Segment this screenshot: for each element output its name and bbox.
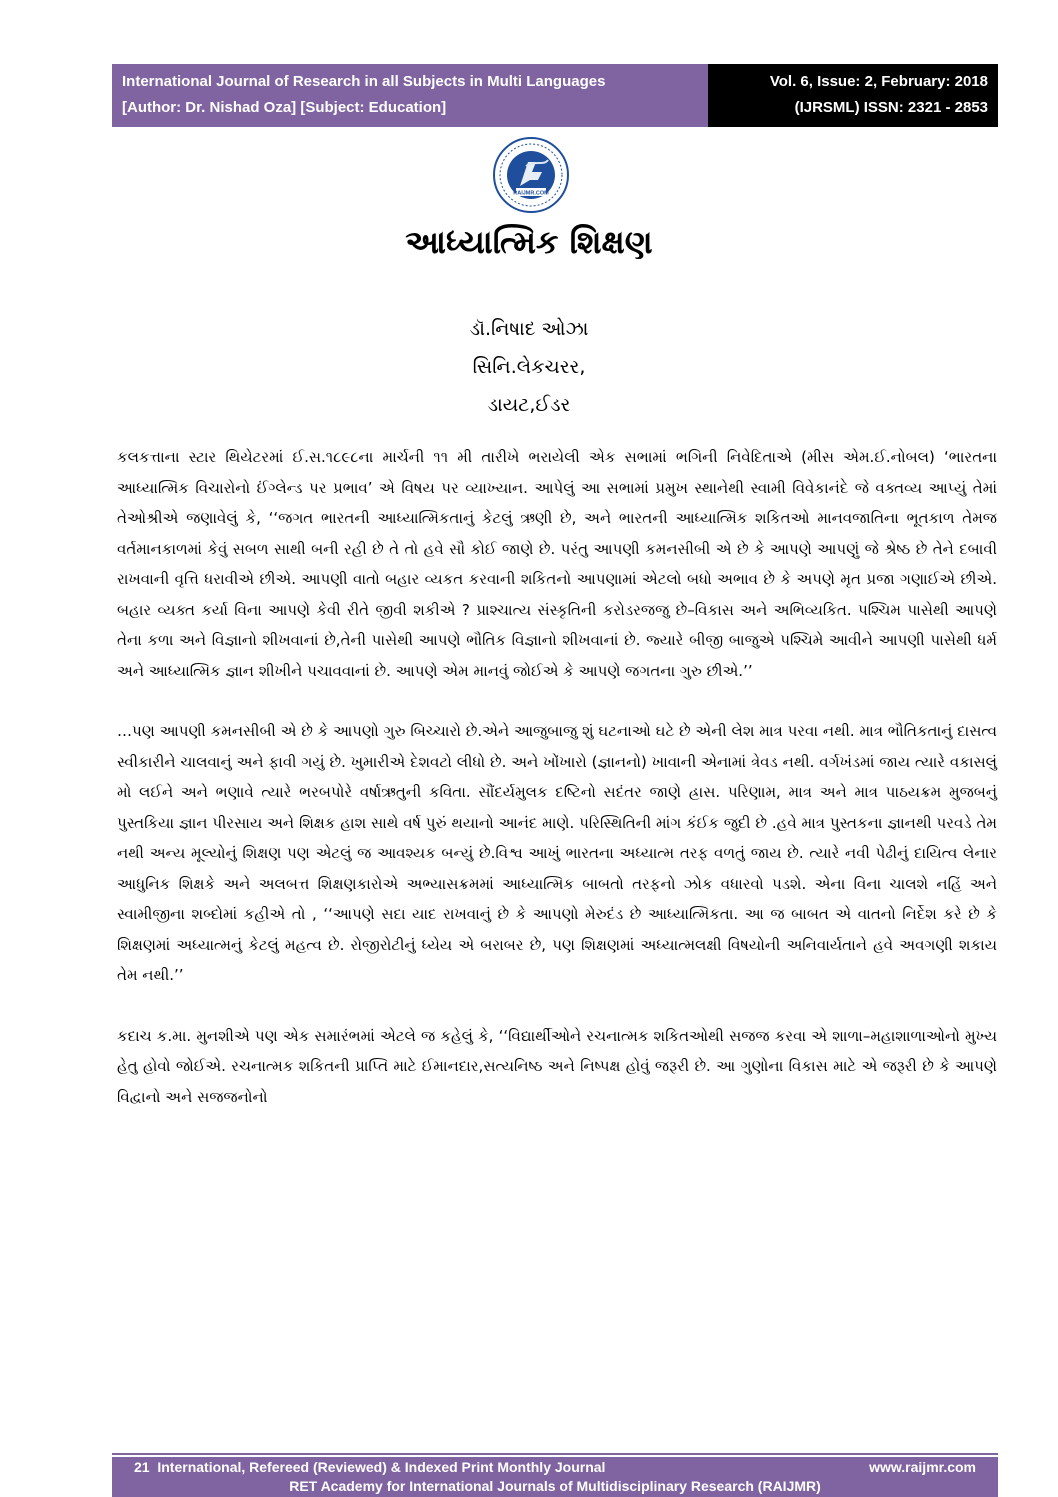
journal-header-left [112, 64, 708, 127]
paragraph-1: કલકત્તાના સ્ટાર થિયેટરમાં ઈ.સ.૧૮૯૮ના માર્ચની ૧૧ મી તારીખે ભરાયેલી એક સભામાં ભગિની નિવેદિતાએ (મીસ એમ.ઈ.નોબલ) ‘ભારતના આધ્યાત્મિક વિચારોનો ઈંગ્લેન્ડ પર પ્રભાવ’ એ વિષય પર વ્યાખ્યાન. આપેલું આ સભામાં પ્રમુખ સ્થાનેથી સ્વામી વિવેકાનંદે જે વક્તવ્ય આપ્યું તેમાં તેઓશ્રીએ જણાવેલું કે, ‘‘જગત ભારતની આધ્યાત્મિકતાનું કેટલું ઋણી છે, અને ભારતની આધ્યાત્મિક શકિતઓ માનવજાતિના ભૂતકાળ તેમજ વર્તમાનકાળમાં કેવું સબળ સાથી બની રહી છે તે તો હવે સૌ કોઈ જાણે છે. પરંતુ આપણી કમનસીબી એ છે કે આપણે આપણું જે શ્રેષ્ઠ છે તેને દબાવી રાખવાની વૃત્તિ ધરાવીએ છીએ. આપણી વાતો બહાર વ્યકત કરવાની શકિતનો આપણામાં એટલો બધો અભાવ છે કે અપણે મૃત પ્રજા ગણાઈએ છીએ. બહાર વ્યક્ત કર્યા વિના આપણે કેવી રીતે જીવી શકીએ ? પ્રાશ્ચાત્ય સંસ્કૃતિની કરોડરજજુ છે–વિકાસ અને અભિવ્યકિત. પશ્ચિમ પાસેથી આપણે તેના કળા અને વિજ્ઞાનો શીખવાનાં છે,તેની પાસેથી આપણે ભૌતિક વિજ્ઞાનો શીખવાનાં છે. જ્યારે બીજી બાજુએ પશ્ચિમે આવીને આપણી પાસેથી ધર્મ અને આધ્યાત્મિક જ્ઞાન શીખીને પચાવવાનાં છે. આપણે એમ માનવું જોઈએ કે આપણે જગતના ગુરુ છીએ.’’ [117, 448, 997, 680]
website-link[interactable]: www.raijmr.com [869, 1459, 976, 1475]
volume-issue: Vol. 6, Issue: 2, February: 2018 [769, 73, 988, 90]
page-number: 21 [134, 1459, 150, 1475]
author-subject: [Author: Dr. Nishad Oza] [Subject: Education] [122, 99, 447, 116]
journal-seal-logo [492, 136, 570, 214]
issn: (IJRSML) ISSN: 2321 - 2853 [794, 99, 988, 116]
journal-footer [112, 1457, 998, 1497]
journal-header-right [708, 64, 998, 127]
author-institute: ડાયટ,ઈડર [487, 394, 571, 416]
logo-text: RAIJMR.COM [513, 190, 549, 197]
journal-name: International Journal of Research in all Subjects in Multi Languages [122, 73, 606, 90]
journal-header [112, 64, 998, 127]
paragraph-2: …પણ આપણી કમનસીબી એ છે કે આપણો ગુરુ બિચ્ચારો છે.એને આજુબાજુ શું ઘટનાઓ ઘટે છે એની લેશ માત્ર પરવા નથી. માત્ર ભૌતિકતાનું દાસત્વ સ્વીકારીને ચાલવાનું અને ફાવી ગયું છે. ખુમારીએ દેશવટો લીધો છે. અને ખોંખારો (જ્ઞાનનો) ખાવાની એનામાં ત્રેવડ નથી. વર્ગખંડમાં જાય ત્યારે વકાસલું મો લઈને અને ભણાવે ત્યારે ભરબપોરે વર્ષાઋતુની કવિતા. સૌંદર્યમુલક દષ્ટિનો સદંતર જાણે હ્રાસ. પરિણામ, માત્ર અને માત્ર પાઠયક્રમ મુજબનું પુસ્તકિયા જ્ઞાન પીરસાય અને શિક્ષક હાશ સાથે વર્ષ પુરું થયાનો આનંદ માણે. પરિસ્થિતિની માંગ કંઈક જુદી છે .હવે માત્ર પુસ્તકના જ્ઞાનથી પરવડે તેમ નથી અન્ય મૂલ્યોનું શિક્ષણ પણ એટલું જ આવશ્યક બન્યું છે.વિશ્વ આખું ભારતના અધ્યાત્મ તરફ વળતું જાય છે. ત્યારે નવી પેઢીનું દાયિત્વ લેનાર આધુનિક શિક્ષકે અને અલબત્ત શિક્ષણકારોએ અભ્યાસક્રમમાં આધ્યાત્મિક બાબતો તરફનો ઝોક વધારવો પડશે. એના વિના ચાલશે નહિં અને સ્વામીજીના શબ્દોમાં કહીએ તો , ‘‘આપણે સદા યાદ રાખવાનું છે કે આપણો મેરુદંડ છે આધ્યાત્મિકતા. આ જ બાબત એ વાતનો નિર્દેશ કરે છે કે શિક્ષણમાં અધ્યાત્મનું કેટલું મહત્વ છે. રોજીરોટીનું ધ્યેય એ બરાબર છે, પણ શિક્ષણમાં અધ્યાત્મલક્ષી વિષયોની અનિવાર્યતાને હવે અવગણી શકાય તેમ નથી.’’ [117, 722, 997, 984]
journal-type: International, Refereed (Reviewed) & Indexed Print Monthly Journal [157, 1459, 606, 1475]
footer-divider [112, 1453, 998, 1455]
author-name: ડૉ.નિષાદ ઓઝા [469, 318, 589, 340]
author-designation: સિનિ.લેકચરર, [472, 356, 586, 378]
paragraph-3: કદાચ ક.મા. મુનશીએ પણ એક સમારંભમાં એટલે જ કહેલું કે, ‘‘વિદ્યાર્થીઓને રચનાત્મક શકિતઓથી સજજ કરવા એ શાળા–મહાશાળાઓનો મુખ્ય હેતુ હોવો જોઈએ. રચનાત્મક શકિતની પ્રાપ્તિ માટે ઈમાનદાર,સત્યનિષ્ઠ અને નિષ્પક્ષ હોવું જરૂરી છે. આ ગુણોના વિકાસ માટે એ જરૂરી છે કે આપણે વિદ્વાનો અને સજજનોનો [117, 1026, 997, 1106]
author-block [0, 310, 1058, 424]
publisher-name: RET Academy for International Journals of Multidisciplinary Research (RAIJMR) [289, 1478, 821, 1494]
article-body [117, 442, 997, 1142]
journal-seal-icon [492, 136, 570, 214]
footer-page-and-type [134, 1458, 605, 1477]
article-title: આધ્યાત્મિક શિક્ષણ [405, 223, 653, 261]
footer-row-top [134, 1458, 976, 1477]
